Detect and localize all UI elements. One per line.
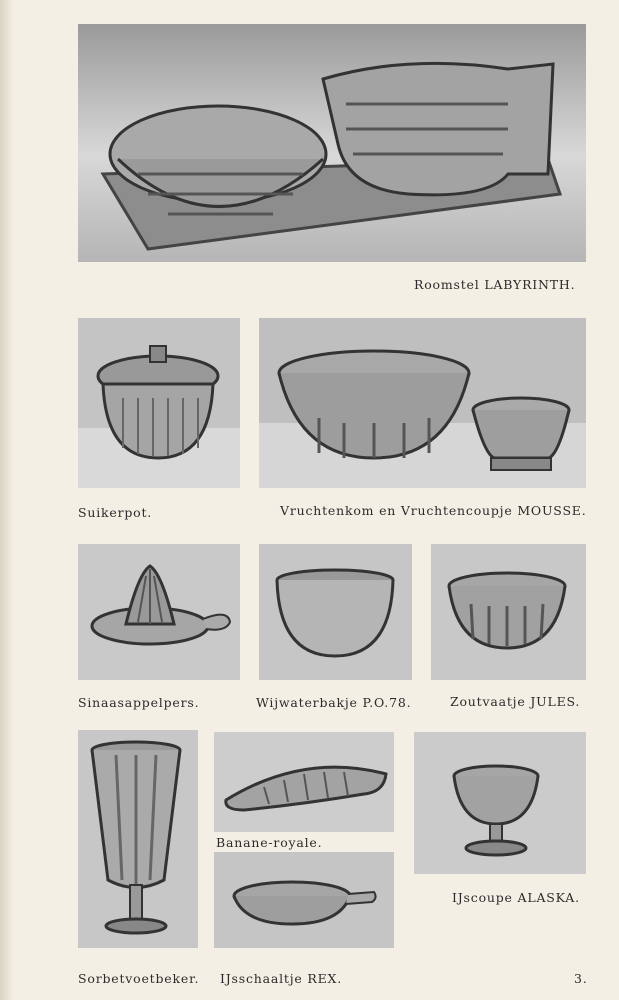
photo-ijscoupe-alaska [414,732,586,874]
photo-zoutvaatje [431,544,586,680]
caption-banane-royale: Banane-royale. [216,835,323,850]
photo-roomstel-labyrinth [78,24,586,262]
photo-mousse [259,318,586,488]
photo-ijsschaaltje [214,852,394,948]
photo-sinaasappelpers [78,544,240,680]
caption-labyrinth: Roomstel LABYRINTH. [414,277,576,292]
photo-sorbetvoetbeker [78,730,198,948]
caption-ijsschaaltje: IJsschaaltje REX. [220,971,343,986]
photo-suikerpot [78,318,240,488]
caption-sinaasappelpers: Sinaasappelpers. [78,695,200,710]
caption-suikerpot: Suikerpot. [78,505,153,520]
photo-banane-royale [214,732,394,832]
photo-wijwaterbakje [259,544,412,680]
page-number: 3. [574,971,588,986]
caption-sorbetvoetbeker: Sorbetvoetbeker. [78,971,200,986]
caption-ijscoupe-alaska: IJscoupe ALASKA. [452,890,580,905]
caption-mousse: Vruchtenkom en Vruchtencoupje MOUSSE. [280,503,587,518]
caption-zoutvaatje: Zoutvaatje JULES. [450,694,581,709]
caption-wijwaterbakje: Wijwaterbakje P.O.78. [256,695,412,710]
page-binding-shadow [0,0,14,1000]
